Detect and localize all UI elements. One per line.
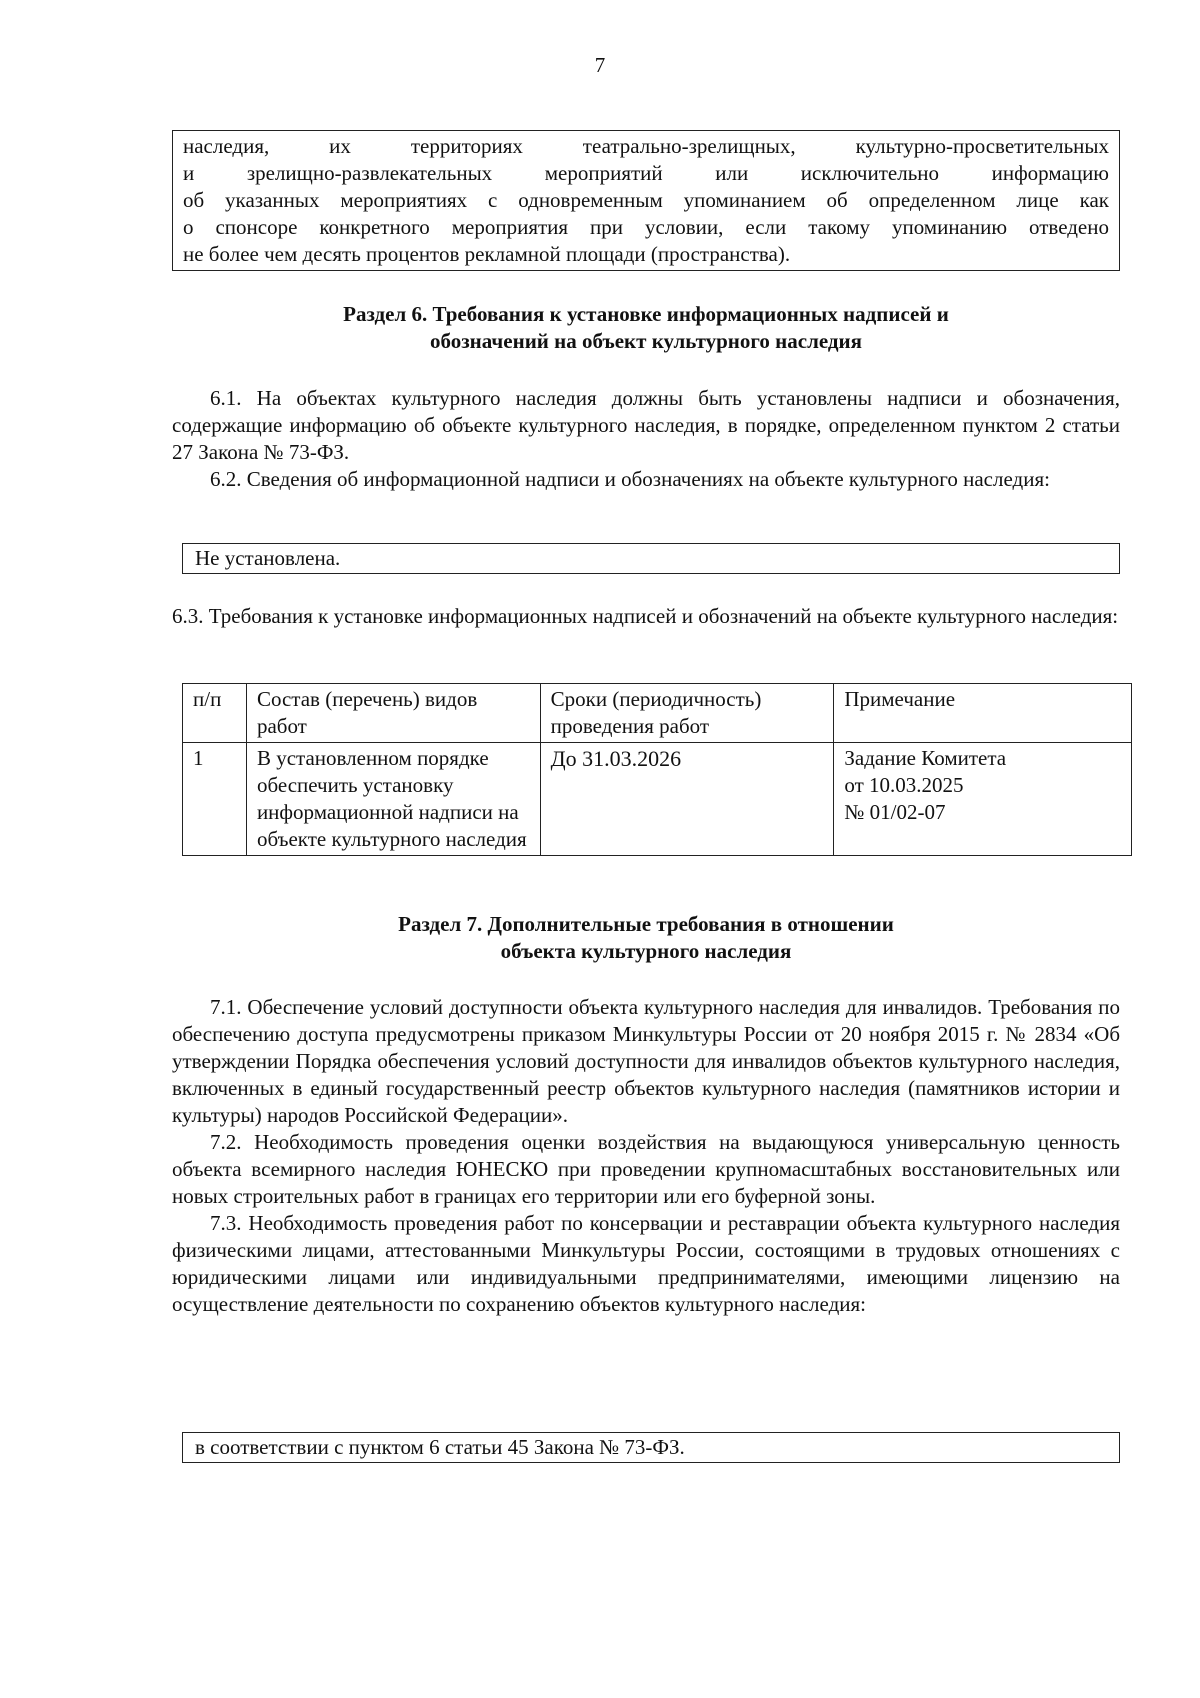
conservation-basis-value: в соответствии с пунктом 6 статьи 45 Закона № 73-ФЗ.: [195, 1435, 685, 1459]
header-works: Состав (перечень) видов работ: [246, 684, 540, 743]
paragraph-7-3: 7.3. Необходимость проведения работ по консервации и реставрации объекта культурного наследия физическими лицами, аттестованными Минкультуры России, состоящими в трудовых отношениях с юридическими лицами или индивидуальными предпринимателями, имеющими лицензию на осуществление деятельности по сохранению объектов культурного наследия:: [172, 1211, 1120, 1316]
page-number: 7: [594, 53, 606, 77]
info-inscription-value: Не установлена.: [195, 546, 341, 570]
cell-note: [834, 743, 1132, 856]
paragraph-6-3: 6.3. Требования к установке информационных надписей и обозначений на объекте культурного наследия:: [172, 604, 1119, 628]
conservation-basis-box: [182, 1432, 1120, 1463]
works-table: [182, 683, 1132, 856]
cell-work: В установленном порядке обеспечить установку информационной надписи на объекте культурного наследия: [246, 743, 540, 856]
cell-num: 1: [183, 743, 247, 856]
top-box-line: не более чем десять процентов рекламной площади (пространства).: [183, 242, 791, 266]
top-box-line: и зрелищно-развлекательных мероприятий или исключительно информацию: [183, 161, 1109, 185]
paragraph-7-2: 7.2. Необходимость проведения оценки воздействия на выдающуюся универсальную ценность объекта всемирного наследия ЮНЕСКО при проведении крупномасштабных восстановительных или новых строительных работ в границах его территории или его буферной зоны.: [172, 1130, 1120, 1208]
section-7-heading-line: объекта культурного наследия: [500, 939, 792, 963]
note-line: № 01/02-07: [844, 800, 946, 824]
section-7-heading-line: Раздел 7. Дополнительные требования в отношении: [398, 912, 894, 936]
header-num: п/п: [183, 684, 247, 743]
paragraph-6-1: 6.1. На объектах культурного наследия должны быть установлены надписи и обозначения, содержащие информацию об объекте культурного наследия, в порядке, определенном пунктом 2 статьи 27 Закона № 73-ФЗ.: [172, 386, 1120, 464]
section-7-paragraphs: [172, 994, 1120, 1318]
table-row: [183, 743, 1132, 856]
info-inscription-box: [182, 543, 1120, 574]
top-text-box: [172, 130, 1120, 271]
paragraph-6-3-wrap: [172, 603, 1120, 630]
section-6-heading-line: Раздел 6. Требования к установке информационных надписей и: [343, 302, 949, 326]
note-line: Задание Комитета: [844, 746, 1007, 770]
section-6-heading-line: обозначений на объект культурного наследия: [430, 329, 862, 353]
top-box-line: об указанных мероприятиях с одновременным упоминанием об определенном лице как: [183, 188, 1109, 212]
table-header-row: [183, 684, 1132, 743]
section-6-paragraphs: [172, 385, 1120, 493]
paragraph-7-1: 7.1. Обеспечение условий доступности объекта культурного наследия для инвалидов. Требования по обеспечению доступа предусмотрены приказом Минкультуры России от 20 ноября 2015 г. № 2834 «Об утверждении Порядка обеспечения условий доступности для инвалидов объектов культурного наследия, включенных в единый государственный реестр объектов культурного наследия (памятников истории и культуры) народов Российской Федерации».: [172, 995, 1120, 1127]
paragraph-6-2: 6.2. Сведения об информационной надписи и обозначениях на объекте культурного наследия:: [210, 467, 1050, 491]
header-note: Примечание: [834, 684, 1132, 743]
top-box-line: наследия, их территориях театрально-зрелищных, культурно-просветительных: [183, 134, 1109, 158]
note-line: от 10.03.2025: [844, 773, 964, 797]
section-7-heading: [172, 911, 1120, 965]
cell-deadline: До 31.03.2026: [540, 743, 834, 856]
header-deadline: Сроки (периодичность) проведения работ: [540, 684, 834, 743]
top-box-line: о спонсоре конкретного мероприятия при условии, если такому упоминанию отведено: [183, 215, 1109, 239]
section-6-heading: [172, 301, 1120, 355]
